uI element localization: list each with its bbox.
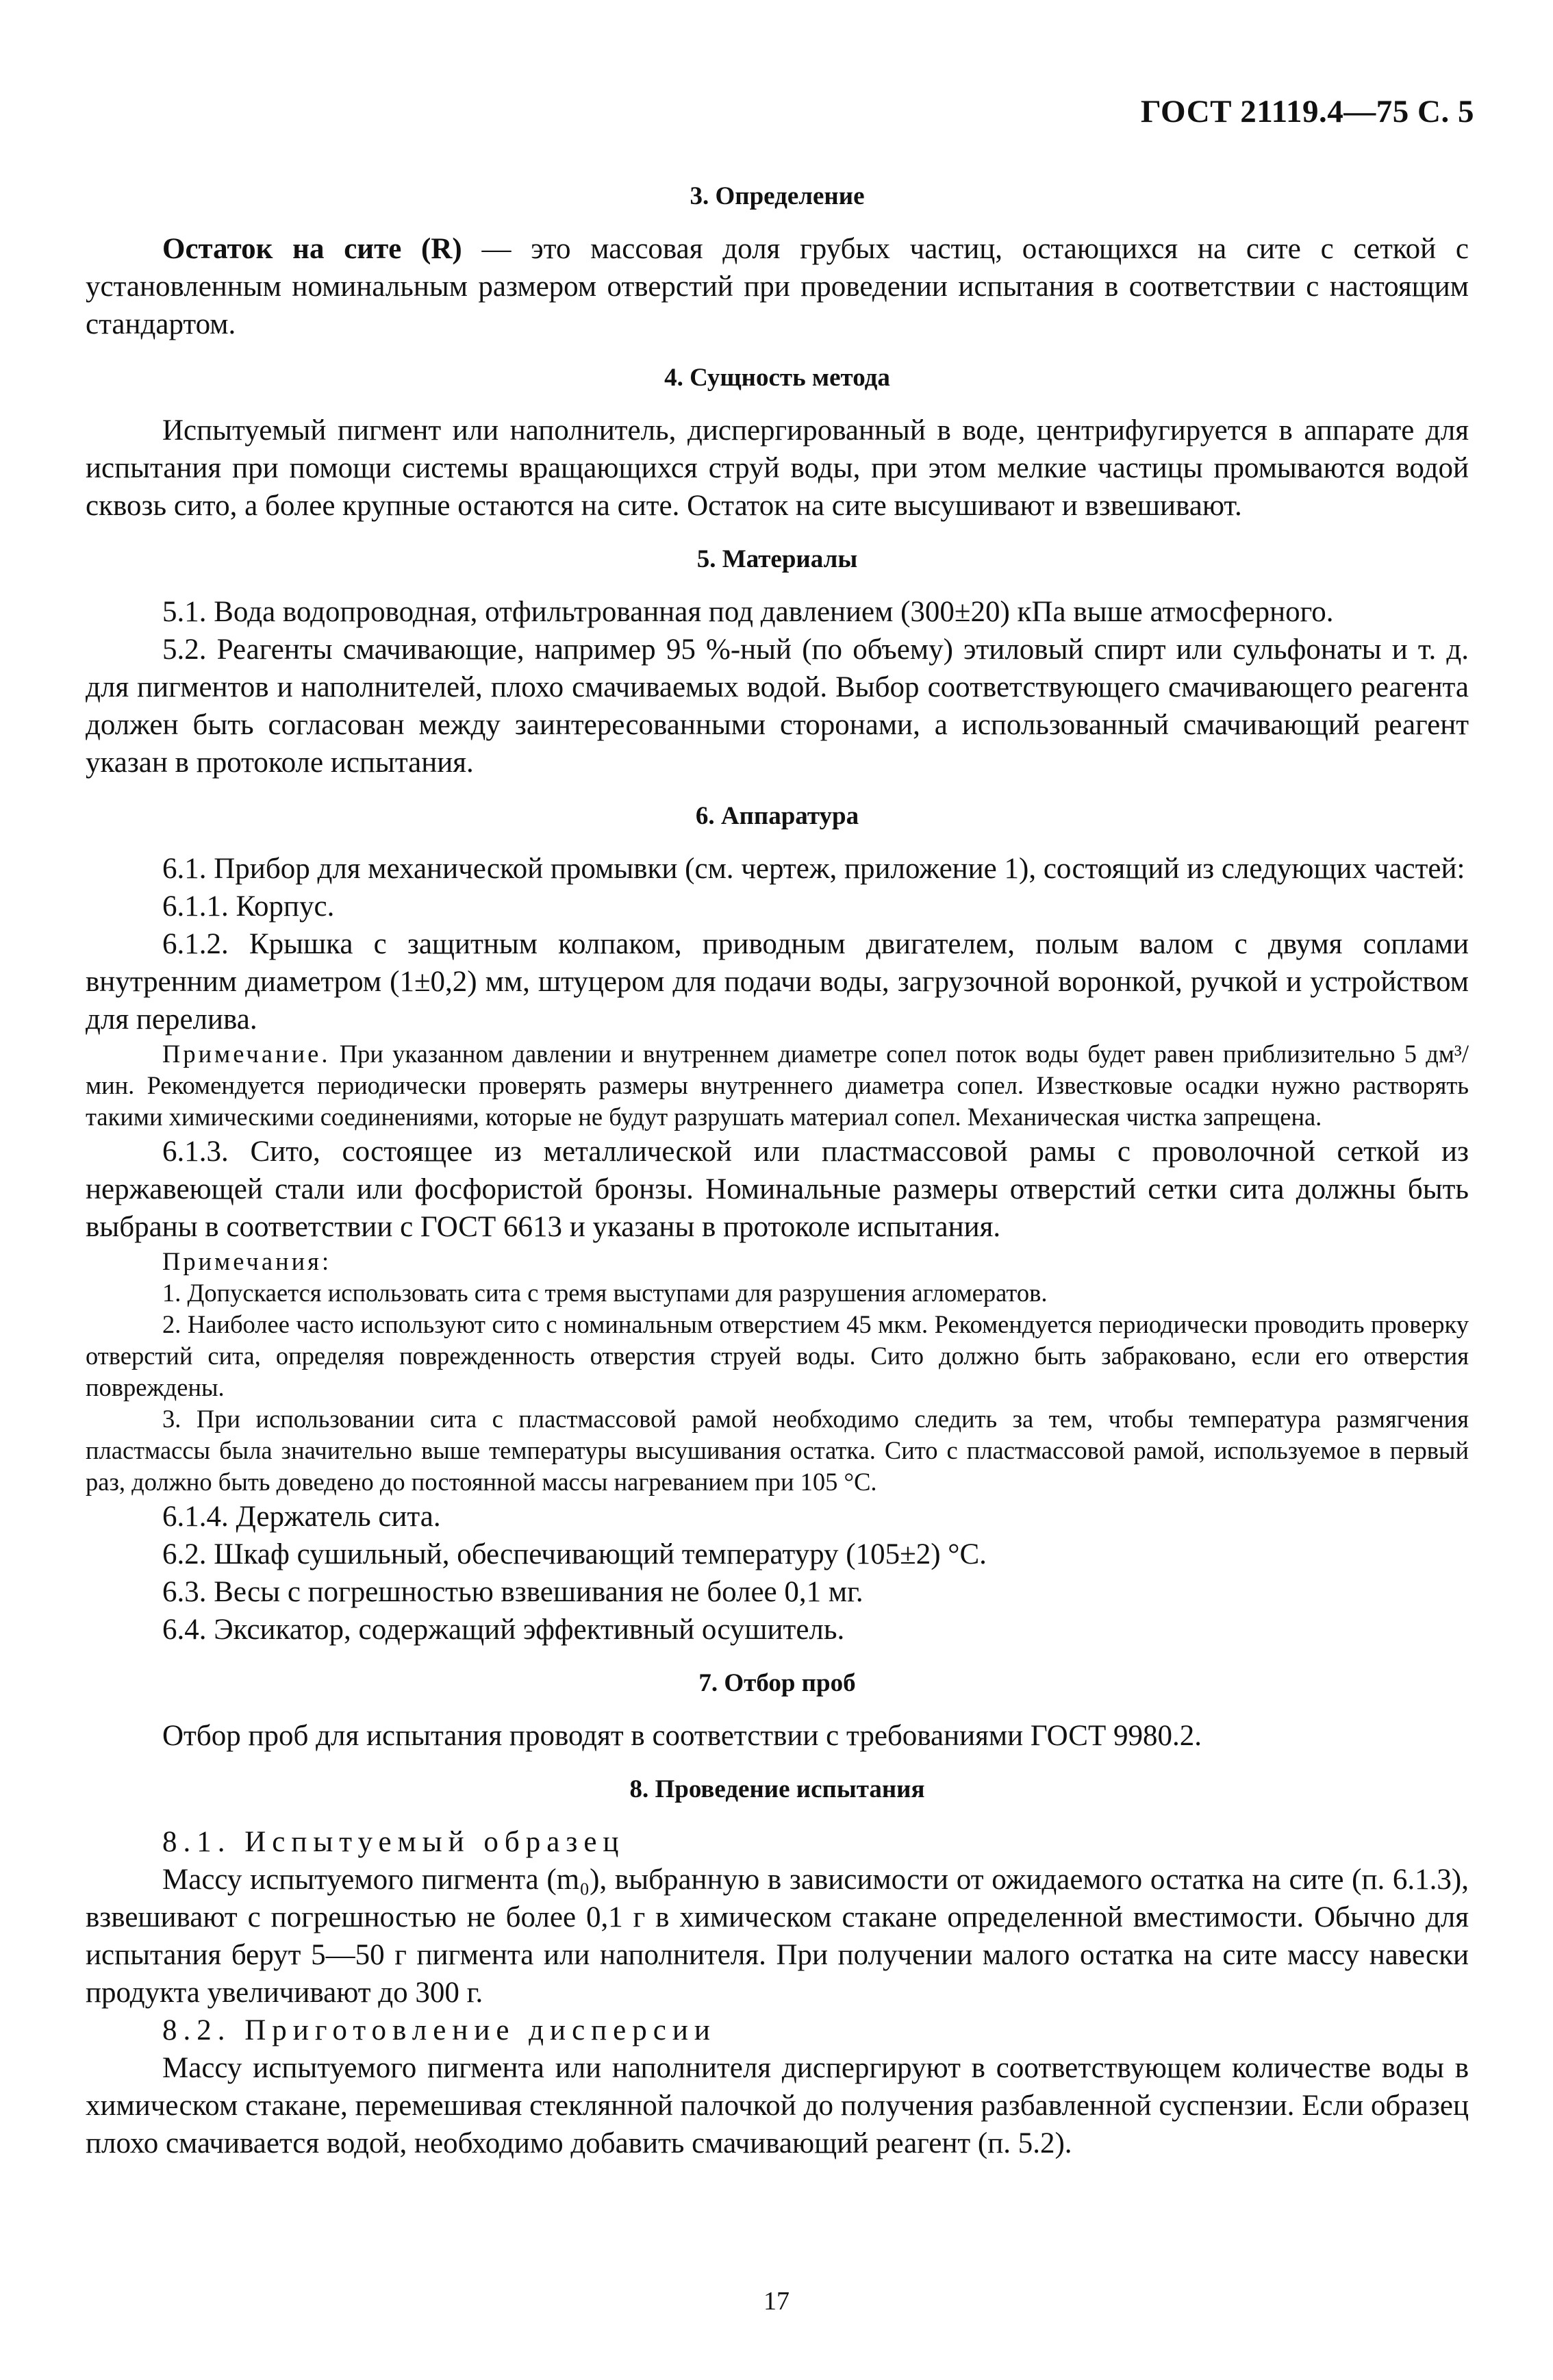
clause-8-1-text: Массу испытуемого пигмента (m₀), выбранную в зависимости от ожидаемого остатка на сите (п. 6.1.3), взвешивают с погрешностью не более 0,1 г в химическом стакане определенной вместимости. Обычно для испытания берут 5—50 г пигмента или наполнителя. При получении малого остатка на сите массу навески продукта увеличивают до 300 г.: [86, 1864, 1469, 2009]
note-label: Примечание.: [162, 1040, 331, 1068]
clause-5-2: 5.2. Реагенты смачивающие, например 95 %-ный (по объему) этиловый спирт или сульфонаты и т. д. для пигментов и наполнителей, плохо смачиваемых водой. Выбор соответствующего смачивающего реагента должен быть согласован между заинтересованными сторонами, а использованный смачивающий реагент указан в протоколе испытания.: [86, 634, 1469, 779]
clause-8-2-heading: 8.2. Приготовление дисперсии: [162, 2014, 716, 2046]
definition-term: Остаток на сите (R): [162, 233, 462, 265]
page-header: ГОСТ 21119.4—75 С. 5: [1140, 94, 1474, 129]
clause-6-4: 6.4. Эксикатор, содержащий эффективный осушитель.: [162, 1614, 845, 1646]
clause-6-3: 6.3. Весы с погрешностью взвешивания не более 0,1 мг.: [162, 1576, 863, 1608]
clause-8-1-heading: 8.1. Испытуемый образец: [162, 1826, 625, 1858]
definition-text: — это массовая доля грубых частиц, остающихся на сите с сеткой с установленным номинальным размером отверстий при проведении испытания в соответствии с настоящим стандартом.: [86, 233, 1469, 340]
note-text: При указанном давлении и внутреннем диаметре сопел поток воды будет равен приблизительно 5 дм³/мин. Рекомендуется периодически проверять размеры внутреннего диаметра сопел. Известковые осадки нужно растворять такими химическими соединениями, которые не будут разрушать материал сопел. Механическая чистка запрещена.: [86, 1040, 1469, 1131]
clause-6-1: 6.1. Прибор для механической промывки (см. чертеж, приложение 1), состоящий из следующих частей:: [162, 853, 1465, 885]
clause-6-1-3: 6.1.3. Сито, состоящее из металлической или пластмассовой рамы с проволочной сеткой из нержавеющей стали или фосфористой бронзы. Номинальные размеры отверстий сетки сита должны быть выбраны в соответствии с ГОСТ 6613 и указаны в протоколе испытания.: [86, 1136, 1469, 1243]
definition-paragraph: [86, 230, 1469, 343]
note-item-2: 2. Наиболее часто используют сито с номинальным отверстием 45 мкм. Рекомендуется периодически проводить проверку отверстий сита, определяя поврежденность отверстия струей воды. Сито должно быть забраковано, если его отверстия повреждены.: [86, 1310, 1469, 1401]
note-nozzle: [86, 1038, 1469, 1133]
section-7-title: 7. Отбор проб: [698, 1669, 856, 1697]
note-item-3: 3. При использовании сита с пластмассовой рамой необходимо следить за тем, чтобы температура размягчения пластмассы была значительно выше температуры высушивания остатка. Сито с пластмассовой рамой, используемое в первый раз, должно быть доведено до постоянной массы нагреванием при 105 °С.: [86, 1405, 1469, 1496]
notes-heading: Примечания:: [162, 1247, 332, 1275]
clause-6-1-1: 6.1.1. Корпус.: [162, 890, 335, 923]
clause-5-1: 5.1. Вода водопроводная, отфильтрованная под давлением (300±20) кПа выше атмосферного.: [162, 596, 1334, 628]
document-body: [86, 179, 1469, 2162]
section-3-title: 3. Определение: [690, 182, 865, 210]
note-item-1: 1. Допускается использовать сита с тремя выступами для разрушения агломератов.: [162, 1279, 1048, 1307]
section-4-title: 4. Сущность метода: [664, 364, 890, 392]
method-essence-paragraph: Испытуемый пигмент или наполнитель, диспергированный в воде, центрифугируется в аппарате для испытания при помощи системы вращающихся струй воды, при этом мелкие частицы промываются водой сквозь сито, а более крупные остаются на сите. Остаток на сите высушивают и взвешивают.: [86, 414, 1469, 522]
clause-6-1-4: 6.1.4. Держатель сита.: [162, 1501, 441, 1533]
sampling-paragraph: Отбор проб для испытания проводят в соответствии с требованиями ГОСТ 9980.2.: [162, 1720, 1202, 1752]
page-number: 17: [763, 2287, 790, 2316]
clause-6-2: 6.2. Шкаф сушильный, обеспечивающий температуру (105±2) °С.: [162, 1538, 987, 1570]
section-8-title: 8. Проведение испытания: [629, 1775, 925, 1803]
clause-8-2-text: Массу испытуемого пигмента или наполнителя диспергируют в соответствующем количестве воды в химическом стакане, перемешивая стеклянной палочкой до получения разбавленной суспензии. Если образец плохо смачивается водой, необходимо добавить смачивающий реагент (п. 5.2).: [86, 2052, 1469, 2159]
section-6-title: 6. Аппаратура: [695, 802, 859, 830]
clause-6-1-2: 6.1.2. Крышка с защитным колпаком, приводным двигателем, полым валом с двумя соплами внутренним диаметром (1±0,2) мм, штуцером для подачи воды, загрузочной воронкой, ручкой и устройством для перелива.: [86, 928, 1469, 1036]
section-5-title: 5. Материалы: [696, 545, 858, 573]
